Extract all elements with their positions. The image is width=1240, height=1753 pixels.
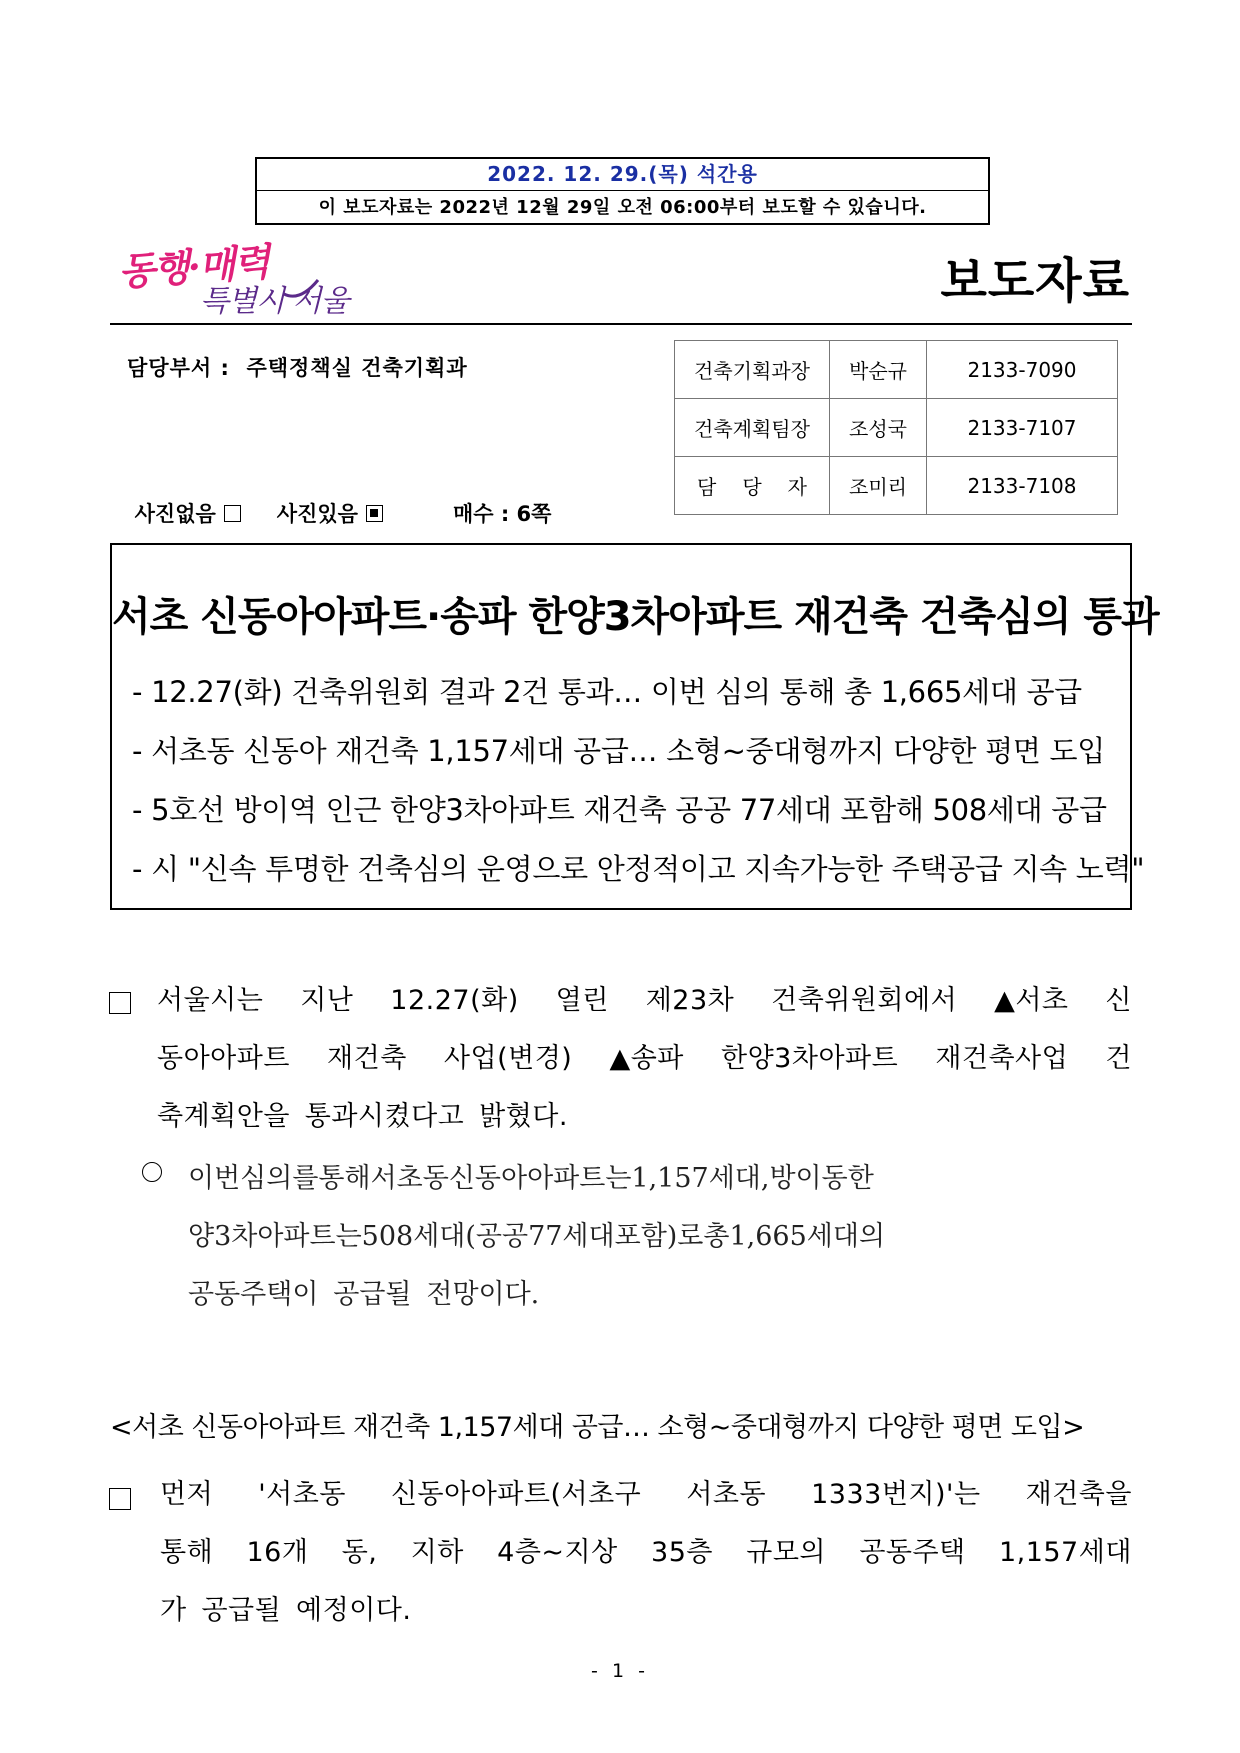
word: 재건축을 [1025, 1479, 1132, 1510]
contact-name: 박순규 [830, 341, 927, 399]
word: 서울시는 [157, 985, 264, 1016]
contact-title [675, 457, 830, 515]
subheadline-item: - 12.27(화) 건축위원회 결과 2건 통과… 이번 심의 통해 총 1,665세대 공급 [132, 675, 1082, 709]
word: 통해 [160, 1537, 214, 1568]
embargo-notice: 이 보도자료는 2022년 12월 29일 오전 06:00부터 보도할 수 있습니다. [318, 197, 927, 218]
word: ▲서초 [994, 985, 1069, 1016]
paragraph-line [157, 972, 1132, 1030]
word: 신동아아파트는 [448, 1163, 632, 1194]
word: 4층~지상 [497, 1537, 618, 1568]
paragraph-line [160, 1524, 1132, 1582]
sub-bullet-circle [142, 1162, 162, 1182]
paragraph-line [160, 1582, 1132, 1640]
page-number: - 1 - [591, 1660, 649, 1682]
no-photo-label: 사진없음 [134, 502, 216, 526]
contact-title: 건축기획과장 [675, 341, 830, 399]
contact-title-char: 자 [787, 475, 807, 499]
paragraph-line [188, 1266, 1133, 1324]
word: 16개 [246, 1537, 309, 1568]
word: 건 [1105, 1043, 1132, 1074]
subheadline-item: - 서초동 신동아 재건축 1,157세대 공급… 소형~중대형까지 다양한 평면 도입 [132, 734, 1105, 768]
contact-name: 조성국 [830, 399, 927, 457]
word: 예정이다. [296, 1595, 412, 1626]
word: 공급될 [333, 1279, 412, 1310]
word: ▲송파 [609, 1043, 684, 1074]
contact-title-char: 당 [742, 475, 762, 499]
word: 심의를 [240, 1163, 319, 1194]
word: 건축위원회에서 [771, 985, 958, 1016]
contact-row [675, 399, 1118, 457]
word: '서초동 [258, 1479, 346, 1510]
logo-swoosh-icon [282, 272, 322, 302]
paragraph-1 [157, 972, 1132, 1146]
headline-box [110, 543, 1159, 910]
word: 사업(변경) [443, 1043, 573, 1074]
embargo-date: 2022. 12. 29.(목) 석간용 [257, 159, 988, 191]
page-count: 매수 : 6쪽 [452, 502, 552, 526]
word: 1333번지)'는 [811, 1479, 981, 1510]
subheadline-item: - 시 "신속 투명한 건축심의 운영으로 안정적이고 지속가능한 주택공급 지속 노력" [132, 852, 1145, 886]
word: 공급될 [201, 1595, 282, 1626]
word: 방이동 [769, 1163, 848, 1194]
subheadline-list [132, 663, 1145, 899]
with-photo-checkbox [366, 505, 383, 522]
contact-row [675, 341, 1118, 399]
word: 통과시켰다고 [304, 1101, 465, 1132]
photo-info-row [120, 474, 551, 528]
paragraph-line [188, 1208, 1133, 1266]
header-divider [110, 323, 1132, 325]
word: 지난 [300, 985, 354, 1016]
word: 총 [703, 1221, 730, 1252]
word: 밝혔다. [479, 1101, 568, 1132]
word: 양3차아파트는 [188, 1221, 362, 1252]
word: 규모의 [746, 1537, 827, 1568]
contact-title-char: 담 [697, 475, 717, 499]
word: 1,665세대의 [729, 1221, 886, 1252]
word: 한양3차아파트 [721, 1043, 899, 1074]
word: 508세대(공공 [361, 1221, 529, 1252]
paragraph-line [157, 1088, 1132, 1146]
contact-table [674, 340, 1118, 515]
word: 재건축사업 [935, 1043, 1069, 1074]
department-line: 담당부서 : 주택정책실 건축기획과 [127, 356, 468, 380]
word: 신동아아파트(서초구 [390, 1479, 642, 1510]
paragraph-line [160, 1466, 1132, 1524]
word: 1,157세대 [998, 1537, 1132, 1568]
word: 서초동 [686, 1479, 767, 1510]
subheadline-item: - 5호선 방이역 인근 한양3차아파트 재건축 공공 77세대 포함해 508세대 공급 [132, 793, 1107, 827]
paragraph-line [188, 1150, 1133, 1208]
contact-phone: 2133-7108 [927, 457, 1118, 515]
word: 12.27(화) [390, 985, 519, 1016]
word: 포함)로 [614, 1221, 704, 1252]
seoul-logo-city: 특별시 서울 [200, 284, 349, 319]
paragraph-line [157, 1030, 1132, 1088]
paragraph-bullet-box [109, 992, 131, 1014]
word: 전망이다. [426, 1279, 540, 1310]
paragraph-3 [160, 1466, 1132, 1640]
document-type-title: 보도자료 [940, 253, 1130, 309]
word: 열린 [555, 985, 609, 1016]
contact-row [675, 457, 1118, 515]
word: 한 [847, 1163, 874, 1194]
word: 서초동 [370, 1163, 449, 1194]
word: 동, [341, 1537, 378, 1568]
word: 먼저 [160, 1479, 214, 1510]
seoul-logo-slogan: 동행·매력 [116, 238, 270, 295]
paragraph-2 [188, 1150, 1133, 1324]
word: 지하 [410, 1537, 464, 1568]
word: 공동주택 [859, 1537, 966, 1568]
word: 축계획안을 [157, 1101, 290, 1132]
with-photo-label: 사진있음 [276, 502, 358, 526]
word: 1,157세대, [631, 1163, 770, 1194]
word: 제23차 [645, 985, 735, 1016]
no-photo-checkbox [224, 505, 241, 522]
paragraph-bullet-box [109, 1488, 131, 1510]
section-heading: <서초 신동아아파트 재건축 1,157세대 공급… 소형~중대형까지 다양한 평면 도입> [110, 1412, 1085, 1443]
word: 통해 [318, 1163, 371, 1194]
word: 35층 [651, 1537, 713, 1568]
word: 이번 [188, 1163, 241, 1194]
word: 재건축 [327, 1043, 407, 1074]
contact-phone: 2133-7107 [927, 399, 1118, 457]
embargo-box [255, 157, 990, 225]
contact-name: 조미리 [830, 457, 927, 515]
contact-title: 건축계획팀장 [675, 399, 830, 457]
headline-title: 서초 신동아아파트·송파 한양3차아파트 재건축 건축심의 통과 [112, 594, 1159, 640]
word: 동아아파트 [157, 1043, 290, 1074]
contact-phone: 2133-7090 [927, 341, 1118, 399]
word: 가 [160, 1595, 187, 1626]
word: 공동주택이 [188, 1279, 319, 1310]
word: 신 [1105, 985, 1132, 1016]
word: 77세대 [528, 1221, 615, 1252]
